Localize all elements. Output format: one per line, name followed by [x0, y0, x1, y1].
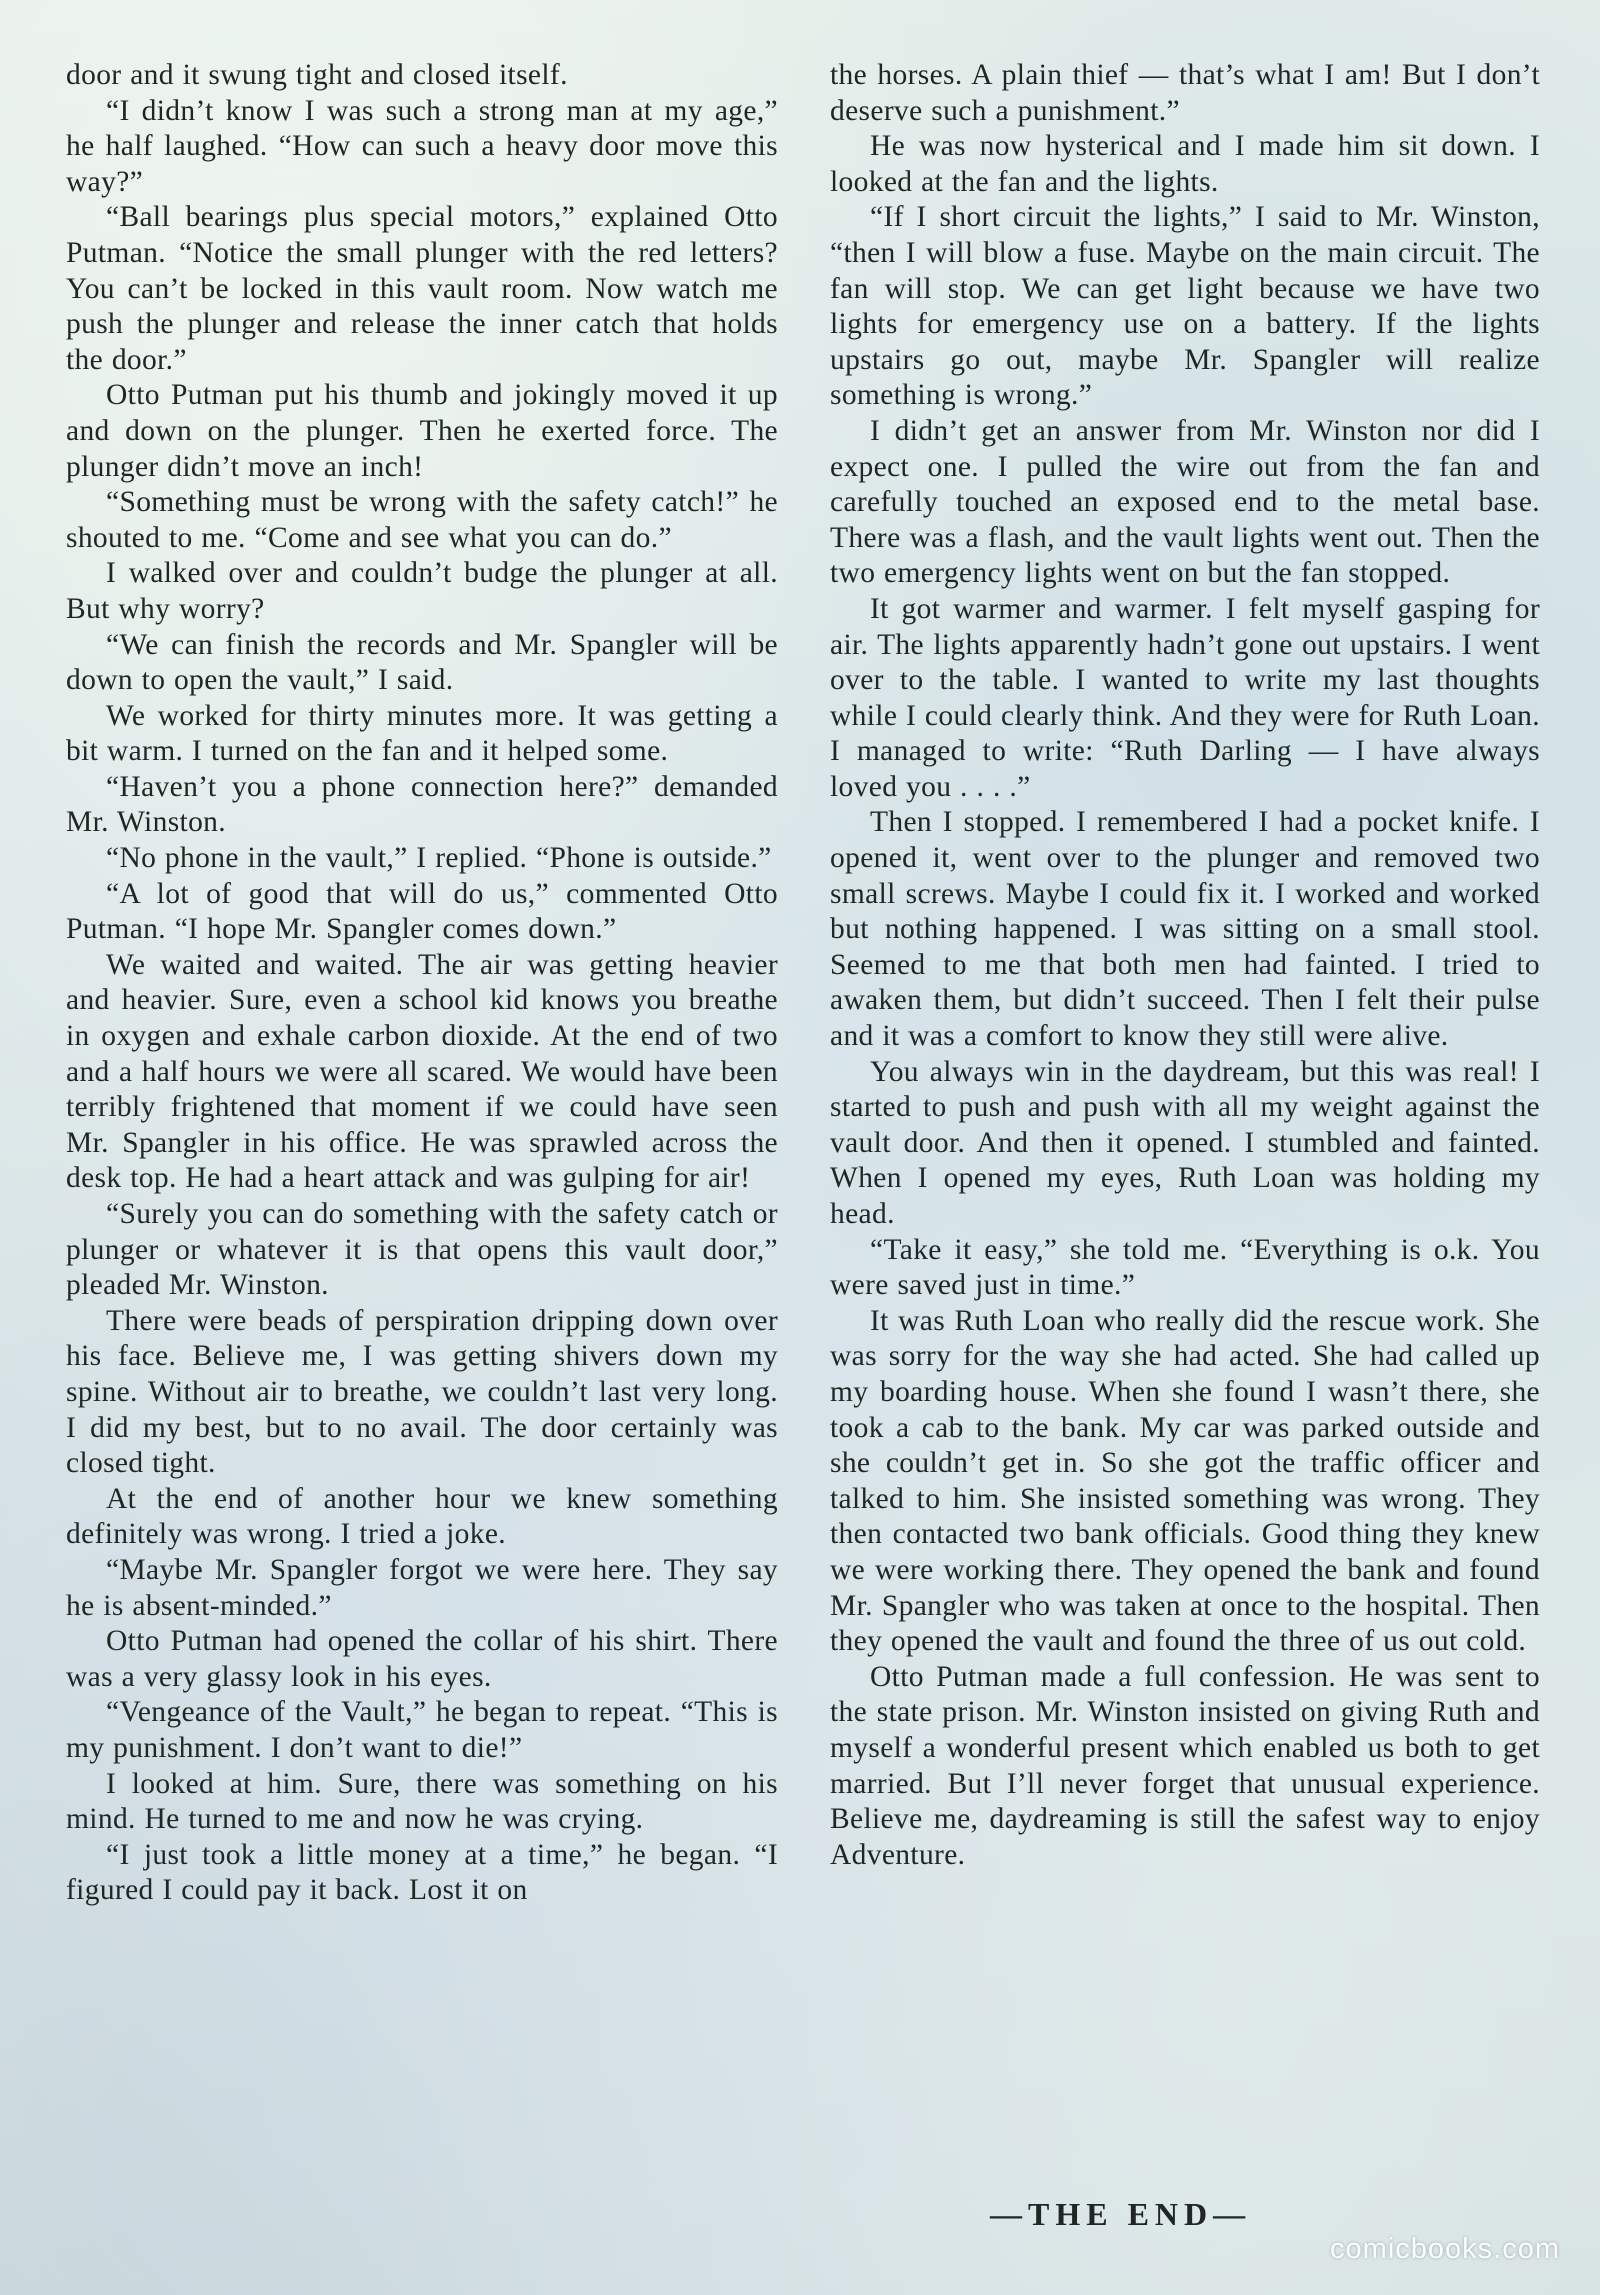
paragraph: “Haven’t you a phone connection here?” demanded Mr. Winston. [66, 770, 778, 839]
paragraph: “I didn’t know I was such a strong man at my age,” he half laughed. “How can such a heavy door move this way?” [66, 94, 778, 198]
site-watermark: comicbooks.com [1330, 2233, 1560, 2265]
paragraph: “If I short circuit the lights,” I said to Mr. Winston, “then I will blow a fuse. Maybe on the main circuit. The fan will stop. We can get light because we have two lights for emergency use on a battery. If the lights upstairs go out, maybe Mr. Spangler will realize something is wrong.” [830, 201, 1540, 412]
paragraph: “Take it easy,” she told me. “Everything is o.k. You were saved just in time.” [830, 1233, 1540, 1302]
paragraph: “No phone in the vault,” I replied. “Phone is outside.” [106, 842, 772, 875]
the-end-caption: —THE END— [990, 2196, 1252, 2232]
paragraph: At the end of another hour we knew something definitely was wrong. I tried a joke. [66, 1482, 778, 1551]
paragraph: the horses. A plain thief — that’s what I am! But I don’t deserve such a punishment.” [830, 59, 1540, 127]
paragraph: It was Ruth Loan who really did the rescue work. She was sorry for the way she had acted. She had called up my boarding house. When she found I wasn’t there, she took a cab to the bank. My car was parked outside and she couldn’t get in. So she got the traffic officer and talked to him. She insisted something was wrong. They then contacted two bank officials. Good thing they knew we were working there. They opened the bank and found Mr. Spangler who was taken at once to the hospital. Then they opened the vault and found the three of us out cold. [830, 1304, 1540, 1658]
paragraph: You always win in the daydream, but this was real! I started to push and push with all my weight against the vault door. And then it opened. I stumbled and fainted. When I opened my eyes, Ruth Loan was holding my head. [830, 1055, 1540, 1230]
paragraph: We waited and waited. The air was getting heavier and heavier. Sure, even a school kid knows you breathe in oxygen and exhale carbon dioxide. At the end of two and a half hours we were all scared. We would have been terribly frightened that moment if we could have seen Mr. Spangler in his office. He was sprawled across the desk top. He had a heart attack and was gulping for air! [66, 948, 778, 1195]
paragraph: “I just took a little money at a time,” he began. “I figured I could pay it back. Lost it on [66, 1838, 778, 1907]
paragraph: I didn’t get an answer from Mr. Winston nor did I expect one. I pulled the wire out from the fan and carefully touched an exposed end to the metal base. There was a flash, and the vault lights went out. Then the two emergency lights went on but the fan stopped. [830, 414, 1540, 590]
left-text-column [66, 58, 778, 1909]
paragraph: Otto Putman had opened the collar of his shirt. There was a very glassy look in his eyes. [66, 1625, 778, 1693]
paragraph: Otto Putman made a full confession. He was sent to the state prison. Mr. Winston insisted on giving Ruth and myself a wonderful present which enabled us both to get married. But I’ll never forget that unusual experience. Believe me, daydreaming is still the safest way to enjoy Adventure. [830, 1660, 1540, 1871]
paragraph: “Something must be wrong with the safety catch!” he shouted to me. “Come and see what you can do.” [66, 486, 778, 554]
paragraph: “A lot of good that will do us,” commented Otto Putman. “I hope Mr. Spangler comes down.” [66, 877, 778, 946]
paragraph: We worked for thirty minutes more. It was getting a bit warm. I turned on the fan and it helped some. [66, 699, 778, 768]
paragraph: It got warmer and warmer. I felt myself gasping for air. The lights apparently hadn’t gone out upstairs. I went over to the table. I wanted to write my last thoughts while I could clearly think. And they were for Ruth Loan. I managed to write: “Ruth Darling — I have always loved you . . . .” [830, 592, 1540, 803]
paragraph: Otto Putman put his thumb and jokingly moved it up and down on the plunger. Then he exerted force. The plunger didn’t move an inch! [66, 379, 778, 483]
paragraph: I walked over and couldn’t budge the plunger at all. But why worry? [66, 557, 778, 625]
paragraph: Then I stopped. I remembered I had a pocket knife. I opened it, went over to the plunger and removed two small screws. Maybe I could fix it. I worked and worked but nothing happened. I was sitting on a small stool. Seemed to me that both men had fainted. I tried to awaken them, but didn’t succeed. Then I felt their pulse and it was a comfort to know they still were alive. [830, 806, 1540, 1053]
paragraph: I looked at him. Sure, there was something on his mind. He turned to me and now he was crying. [66, 1767, 778, 1836]
paragraph: “We can finish the records and Mr. Spangler will be down to open the vault,” I said. [66, 628, 778, 697]
paragraph: “Ball bearings plus special motors,” explained Otto Putman. “Notice the small plunger with the red letters? You can’t be locked in this vault room. Now watch me push the plunger and release the inner catch that holds the door.” [66, 201, 778, 376]
paragraph: There were beads of perspiration dripping down over his face. Believe me, I was getting shivers down my spine. Without air to breathe, we couldn’t last very long. I did my best, but to no avail. The door certainly was closed tight. [66, 1304, 778, 1480]
paragraph: “Vengeance of the Vault,” he began to repeat. “This is my punishment. I don’t want to die!” [66, 1696, 778, 1764]
paragraph: door and it swung tight and closed itself. [66, 59, 568, 91]
paragraph: “Maybe Mr. Spangler forgot we were here. They say he is absent-minded.” [66, 1553, 778, 1622]
paragraph: He was now hysterical and I made him sit down. I looked at the fan and the lights. [830, 130, 1540, 198]
right-text-column [830, 58, 1540, 1873]
paragraph: “Surely you can do something with the safety catch or plunger or whatever it is that opens this vault door,” pleaded Mr. Winston. [66, 1198, 778, 1302]
